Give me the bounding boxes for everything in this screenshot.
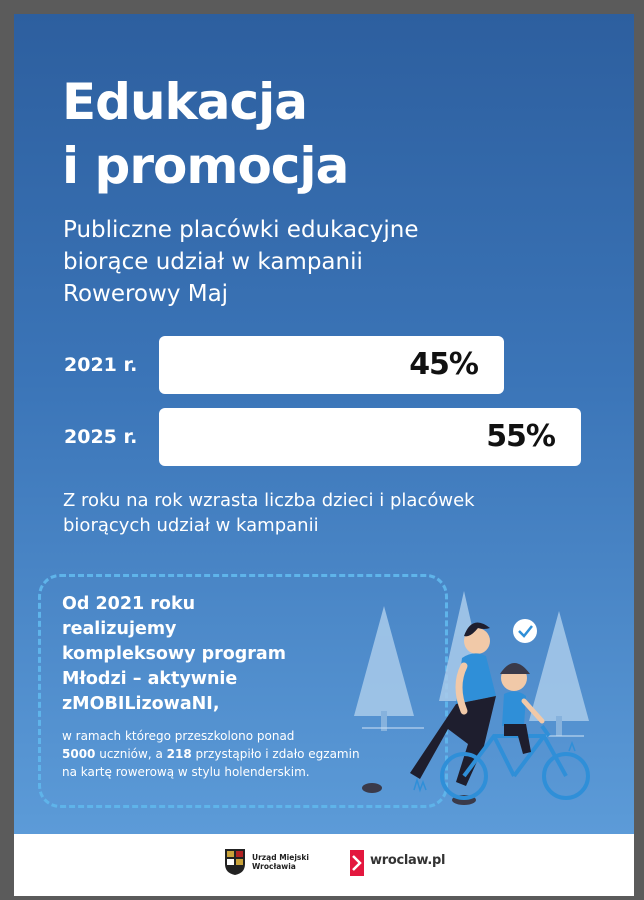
program-body-prefix: w ramach którego przeszkolono ponad	[62, 729, 295, 743]
poster-page	[14, 14, 634, 896]
wroclaw-arrow-icon	[350, 850, 366, 876]
wroclaw-pl-logo	[350, 850, 446, 880]
cycling-lesson-illustration	[344, 586, 594, 816]
bar-year-label: 2021 r.	[64, 354, 138, 376]
program-heading-line: Od 2021 roku	[62, 594, 196, 614]
page-title	[62, 70, 348, 198]
students-count: 5000	[62, 747, 96, 761]
program-heading-line: zMOBILizowaNI,	[62, 694, 220, 714]
wroclaw-pl-text: wroclaw.pl	[370, 853, 446, 868]
passed-count: 218	[166, 747, 192, 761]
program-body-mid2: przystąpiło i zdało egzamin na kartę rowerową w stylu holenderskim.	[62, 747, 360, 779]
subtitle-line-2: biorące udział w kampanii	[63, 249, 363, 275]
bar-year-label: 2025 r.	[64, 426, 138, 448]
title-line-2: i promocja	[62, 137, 349, 195]
bar-2025	[159, 408, 581, 466]
subtitle-line-1: Publiczne placówki edukacyjne	[63, 217, 419, 243]
trend-note	[63, 488, 593, 538]
subtitle-line-3: Rowerowy Maj	[63, 281, 229, 307]
program-heading	[62, 592, 342, 717]
program-body-mid1: uczniów, a	[95, 747, 167, 761]
bar-value-label: 45%	[409, 347, 478, 382]
bar-2021	[159, 336, 504, 394]
bar-value-label: 55%	[486, 419, 555, 454]
program-heading-line: Młodzi – aktywnie	[62, 669, 238, 689]
tree-icon	[354, 606, 414, 731]
grass-icon	[569, 743, 575, 751]
urzad-text	[252, 853, 309, 871]
title-line-1: Edukacja	[62, 73, 308, 131]
check-bubble-icon	[513, 619, 537, 643]
urzad-line-1: Urząd Miejski	[252, 853, 309, 862]
urzad-line-2: Wrocławia	[252, 862, 296, 871]
note-line-1: Z roku na rok wzrasta liczba dzieci i placówek	[63, 490, 475, 511]
subtitle	[63, 214, 583, 310]
footer	[14, 834, 634, 896]
city-crest-icon	[224, 848, 246, 876]
grass-icon	[414, 780, 426, 790]
program-description	[62, 727, 362, 781]
program-heading-line: realizujemy	[62, 619, 177, 639]
urzad-miejski-logo	[224, 848, 314, 882]
note-line-2: biorących udział w kampanii	[63, 515, 319, 536]
program-heading-line: kompleksowy program	[62, 644, 286, 664]
poster-background	[14, 14, 634, 834]
